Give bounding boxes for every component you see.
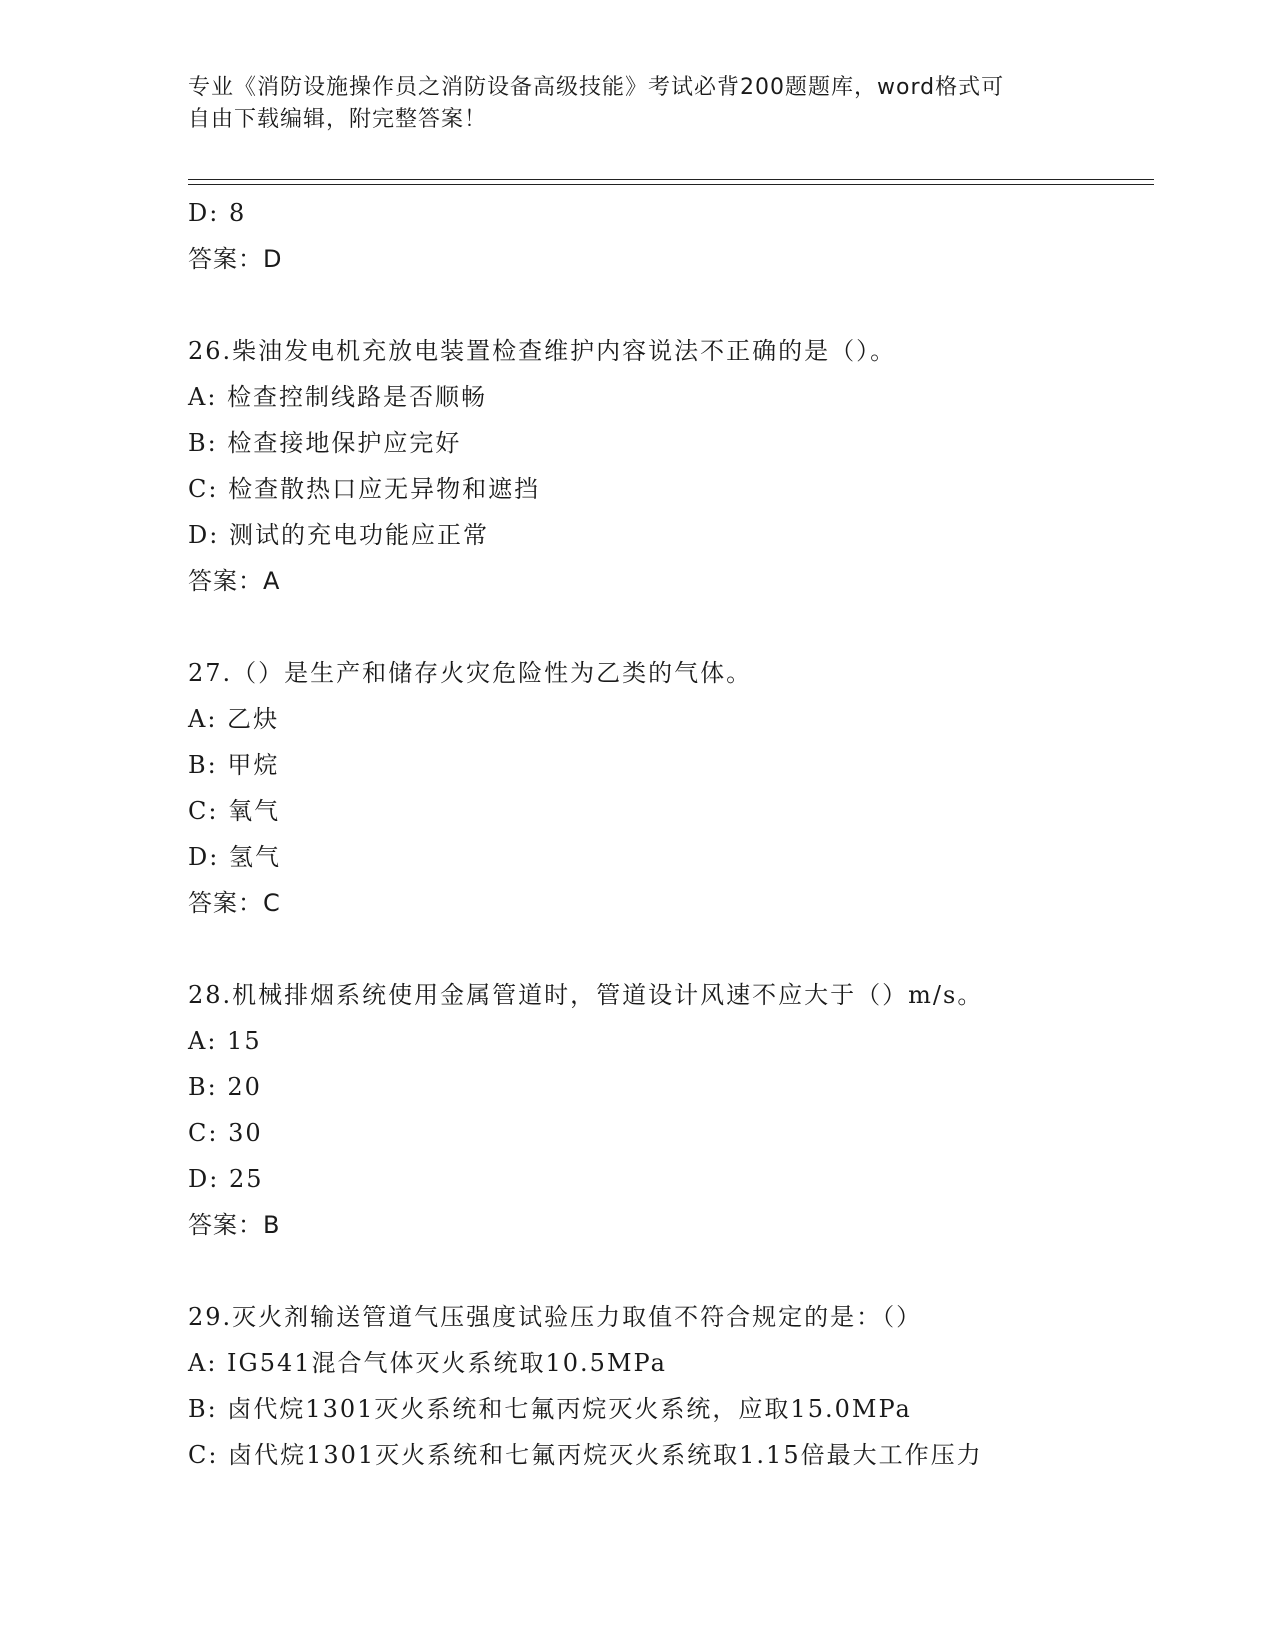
option-b: B: 检查接地保护应完好 xyxy=(188,429,462,457)
option-c: C: 30 xyxy=(188,1119,263,1147)
header-divider-bottom xyxy=(188,184,1154,185)
option-d: D: 测试的充电功能应正常 xyxy=(188,521,489,549)
header-title-line-2: 自由下载编辑，附完整答案！ xyxy=(188,107,488,132)
header-title-line-1: 专业《消防设施操作员之消防设备高级技能》考试必背200题题库，word格式可 xyxy=(188,75,1005,100)
option-d: D: 8 xyxy=(188,199,247,227)
question-list xyxy=(188,190,1188,1478)
option-c: C: 检查散热口应无异物和遮挡 xyxy=(188,475,541,503)
option-d: D: 氢气 xyxy=(188,843,281,871)
question-stem: 28.机械排烟系统使用金属管道时，管道设计风速不应大于（）m/s。 xyxy=(188,981,984,1009)
option-d: D: 25 xyxy=(188,1165,264,1193)
option-c: C: 卤代烷1301灭火系统和七氟丙烷灭火系统取1.15倍最大工作压力 xyxy=(188,1441,983,1469)
question-stem: 27.（）是生产和储存火灾危险性为乙类的气体。 xyxy=(188,659,753,687)
question-stem: 26.柴油发电机充放电装置检查维护内容说法不正确的是（）。 xyxy=(188,337,897,365)
question-28 xyxy=(188,972,1188,1248)
answer-line: 答案：A xyxy=(188,567,281,595)
option-a: A: 检查控制线路是否顺畅 xyxy=(188,383,488,411)
answer-line: 答案：B xyxy=(188,1211,281,1239)
question-29 xyxy=(188,1294,1188,1478)
question-26 xyxy=(188,328,1188,604)
option-b: B: 卤代烷1301灭火系统和七氟丙烷灭火系统，应取15.0MPa xyxy=(188,1395,912,1423)
option-b: B: 20 xyxy=(188,1073,262,1101)
option-a: A: 乙炔 xyxy=(188,705,280,733)
question-27 xyxy=(188,650,1188,926)
answer-line: 答案：C xyxy=(188,889,281,917)
option-a: A: IG541混合气体灭火系统取10.5MPa xyxy=(188,1349,667,1377)
spacer xyxy=(188,282,1188,328)
option-b: B: 甲烷 xyxy=(188,751,280,779)
document-header xyxy=(188,72,1088,136)
question-stem: 29.灭火剂输送管道气压强度试验压力取值不符合规定的是：（） xyxy=(188,1303,923,1331)
header-divider-top xyxy=(188,179,1154,180)
answer-line: 答案：D xyxy=(188,245,283,273)
spacer xyxy=(188,926,1188,972)
option-c: C: 氧气 xyxy=(188,797,281,825)
spacer xyxy=(188,604,1188,650)
option-a: A: 15 xyxy=(188,1027,262,1055)
spacer xyxy=(188,1248,1188,1294)
